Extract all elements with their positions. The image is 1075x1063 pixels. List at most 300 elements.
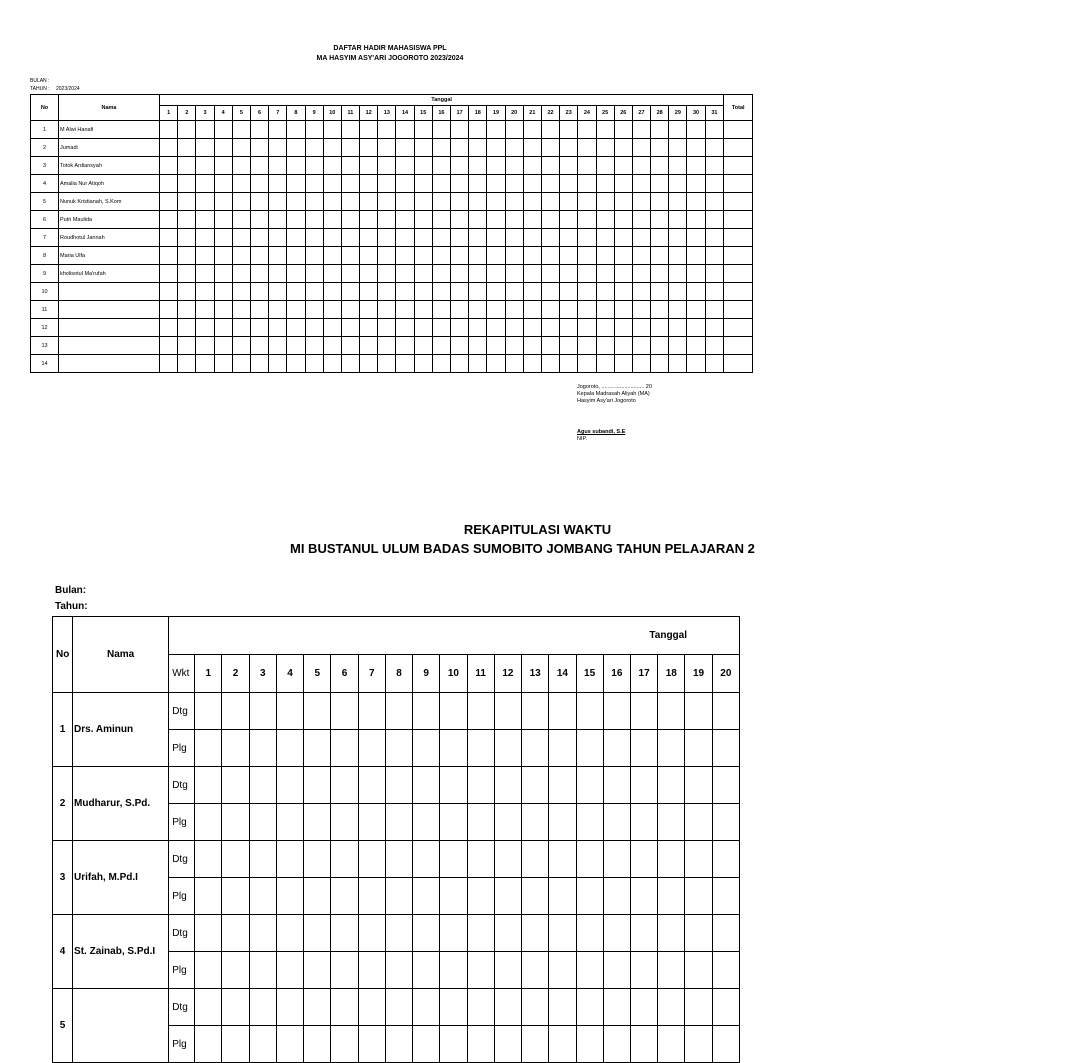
- attendance-cell: [632, 139, 650, 157]
- attendance-cell: [451, 283, 469, 301]
- attendance-cell: [541, 229, 559, 247]
- time-cell: [685, 767, 712, 804]
- time-cell: [658, 767, 685, 804]
- time-cell: [630, 915, 657, 952]
- attendance-cell: [360, 355, 378, 373]
- attendance-cell: [523, 301, 541, 319]
- attendance-cell: [305, 139, 323, 157]
- time-cell: [385, 952, 412, 989]
- attendance-cell: [505, 157, 523, 175]
- time-cell: [413, 841, 440, 878]
- attendance-cell: [541, 301, 559, 319]
- attendance-cell: [360, 229, 378, 247]
- attendance-cell: [414, 139, 432, 157]
- attendance-cell: [523, 229, 541, 247]
- recap-day-header: 15: [576, 655, 603, 693]
- time-cell: [630, 804, 657, 841]
- attendance-cell: [487, 355, 505, 373]
- attendance-cell: [341, 175, 359, 193]
- attendance-cell: [323, 265, 341, 283]
- row-number: 6: [31, 211, 59, 229]
- attendance-cell: [214, 121, 232, 139]
- signature-block: [577, 384, 652, 443]
- attendance-cell: [232, 247, 250, 265]
- time-cell: [331, 952, 358, 989]
- attendance-cell: [396, 157, 414, 175]
- attendance-cell: [160, 247, 178, 265]
- time-cell: [467, 1026, 494, 1063]
- time-cell: [658, 878, 685, 915]
- attendance-cell: [250, 229, 268, 247]
- time-cell: [385, 767, 412, 804]
- attendance-cell: [541, 337, 559, 355]
- attendance-cell: [451, 319, 469, 337]
- time-cell: [522, 989, 549, 1026]
- time-cell: [630, 989, 657, 1026]
- attendance-cell: [396, 355, 414, 373]
- attendance-cell: [305, 301, 323, 319]
- student-name: Putri Maulida: [59, 211, 160, 229]
- day-header: 27: [632, 106, 650, 121]
- attendance-cell: [632, 157, 650, 175]
- attendance-cell: [323, 229, 341, 247]
- attendance-cell: [196, 247, 214, 265]
- attendance-cell: [487, 229, 505, 247]
- attendance-cell: [523, 265, 541, 283]
- time-cell: [222, 989, 249, 1026]
- attendance-cell: [451, 211, 469, 229]
- attendance-cell: [469, 355, 487, 373]
- time-cell: [195, 878, 222, 915]
- time-cell: [549, 1026, 576, 1063]
- row-number: 3: [31, 157, 59, 175]
- time-cell: [222, 730, 249, 767]
- attendance-cell: [687, 157, 705, 175]
- attendance-cell: [541, 211, 559, 229]
- time-cell: [358, 767, 385, 804]
- attendance-cell: [469, 157, 487, 175]
- attendance-cell: [487, 157, 505, 175]
- attendance-cell: [214, 193, 232, 211]
- attendance-cell: [669, 211, 687, 229]
- attendance-cell: [196, 337, 214, 355]
- leave-label: Plg: [169, 730, 195, 767]
- attendance-cell: [160, 175, 178, 193]
- attendance-cell: [705, 229, 724, 247]
- student-name: [59, 301, 160, 319]
- attendance-cell: [705, 175, 724, 193]
- time-cell: [712, 841, 739, 878]
- attendance-cell: [287, 265, 305, 283]
- time-cell: [685, 804, 712, 841]
- time-cell: [304, 841, 331, 878]
- recap-meta: [55, 583, 88, 615]
- time-cell: [712, 878, 739, 915]
- attendance-cell: [232, 301, 250, 319]
- attendance-cell: [378, 157, 396, 175]
- time-cell: [549, 915, 576, 952]
- attendance-cell: [451, 139, 469, 157]
- time-cell: [276, 767, 303, 804]
- attendance-cell: [360, 247, 378, 265]
- attendance-cell: [487, 301, 505, 319]
- attendance-cell: [651, 157, 669, 175]
- attendance-cell: [305, 121, 323, 139]
- time-cell: [304, 952, 331, 989]
- time-cell: [658, 841, 685, 878]
- attendance-cell: [250, 247, 268, 265]
- time-cell: [222, 1026, 249, 1063]
- attendance-cell: [323, 355, 341, 373]
- attendance-cell: [614, 337, 632, 355]
- attendance-cell: [396, 175, 414, 193]
- attendance-cell: [287, 355, 305, 373]
- attendance-cell: [250, 283, 268, 301]
- attendance-cell: [614, 283, 632, 301]
- recap-subtitle: MI BUSTANUL ULUM BADAS SUMOBITO JOMBANG TAHUN PELAJARAN 2: [290, 541, 755, 556]
- attendance-cell: [705, 247, 724, 265]
- time-cell: [331, 730, 358, 767]
- time-cell: [440, 693, 467, 730]
- attendance-cell: [287, 229, 305, 247]
- attendance-cell: [596, 283, 614, 301]
- day-header: 6: [250, 106, 268, 121]
- attendance-cell: [178, 283, 196, 301]
- attendance-cell: [469, 193, 487, 211]
- time-cell: [658, 804, 685, 841]
- total-cell: [724, 193, 753, 211]
- time-cell: [549, 693, 576, 730]
- attendance-cell: [687, 211, 705, 229]
- attendance-cell: [596, 193, 614, 211]
- time-cell: [494, 767, 521, 804]
- attendance-cell: [360, 157, 378, 175]
- leave-label: Plg: [169, 804, 195, 841]
- attendance-cell: [469, 139, 487, 157]
- attendance-cell: [214, 301, 232, 319]
- student-name: [59, 355, 160, 373]
- time-cell: [685, 989, 712, 1026]
- time-cell: [685, 841, 712, 878]
- attendance-row: [31, 265, 753, 283]
- time-cell: [658, 952, 685, 989]
- total-cell: [724, 337, 753, 355]
- time-cell: [494, 730, 521, 767]
- time-cell: [304, 878, 331, 915]
- day-header: 29: [669, 106, 687, 121]
- header-nama: Nama: [59, 95, 160, 121]
- recap-day-header: 12: [494, 655, 521, 693]
- time-cell: [576, 878, 603, 915]
- attendance-cell: [451, 355, 469, 373]
- time-cell: [467, 730, 494, 767]
- attendance-cell: [505, 355, 523, 373]
- attendance-cell: [360, 283, 378, 301]
- time-cell: [712, 989, 739, 1026]
- attendance-cell: [523, 211, 541, 229]
- bulan-label: BULAN :: [30, 78, 50, 84]
- attendance-cell: [705, 301, 724, 319]
- attendance-cell: [287, 301, 305, 319]
- attendance-cell: [178, 265, 196, 283]
- attendance-cell: [323, 283, 341, 301]
- time-cell: [494, 952, 521, 989]
- day-header: 13: [378, 106, 396, 121]
- attendance-cell: [360, 337, 378, 355]
- attendance-cell: [269, 283, 287, 301]
- recap-day-header: 10: [440, 655, 467, 693]
- time-cell: [385, 804, 412, 841]
- attendance-cell: [378, 301, 396, 319]
- attendance-cell: [323, 193, 341, 211]
- attendance-cell: [651, 121, 669, 139]
- recap-day-header: 8: [385, 655, 412, 693]
- attendance-cell: [651, 265, 669, 283]
- attendance-cell: [214, 337, 232, 355]
- attendance-cell: [378, 319, 396, 337]
- day-header: 4: [214, 106, 232, 121]
- time-cell: [331, 878, 358, 915]
- signature-position-line2: Hasyim Asy'ari Jogoroto: [577, 398, 636, 404]
- attendance-row: [31, 355, 753, 373]
- attendance-cell: [414, 211, 432, 229]
- time-cell: [440, 1026, 467, 1063]
- attendance-cell: [305, 211, 323, 229]
- time-cell: [440, 952, 467, 989]
- attendance-cell: [414, 157, 432, 175]
- time-cell: [549, 730, 576, 767]
- attendance-cell: [523, 193, 541, 211]
- time-cell: [467, 952, 494, 989]
- time-cell: [276, 1026, 303, 1063]
- time-cell: [685, 730, 712, 767]
- time-cell: [276, 804, 303, 841]
- recap-day-header: 13: [522, 655, 549, 693]
- attendance-cell: [214, 175, 232, 193]
- attendance-cell: [651, 319, 669, 337]
- attendance-cell: [560, 211, 578, 229]
- time-cell: [413, 693, 440, 730]
- attendance-cell: [232, 355, 250, 373]
- attendance-cell: [541, 283, 559, 301]
- row-number: 13: [31, 337, 59, 355]
- time-cell: [630, 693, 657, 730]
- attendance-cell: [160, 139, 178, 157]
- attendance-cell: [341, 139, 359, 157]
- time-cell: [249, 915, 276, 952]
- signature-nip: NIP.: [577, 436, 587, 442]
- attendance-row: [31, 211, 753, 229]
- time-cell: [249, 767, 276, 804]
- attendance-cell: [232, 229, 250, 247]
- time-cell: [385, 989, 412, 1026]
- day-header: 17: [451, 106, 469, 121]
- attendance-cell: [305, 157, 323, 175]
- row-number: 12: [31, 319, 59, 337]
- total-cell: [724, 319, 753, 337]
- attendance-cell: [451, 193, 469, 211]
- time-cell: [331, 693, 358, 730]
- attendance-cell: [614, 301, 632, 319]
- attendance-cell: [396, 265, 414, 283]
- attendance-cell: [414, 193, 432, 211]
- attendance-cell: [596, 229, 614, 247]
- time-cell: [630, 730, 657, 767]
- attendance-cell: [232, 175, 250, 193]
- attendance-cell: [687, 355, 705, 373]
- attendance-cell: [541, 139, 559, 157]
- attendance-cell: [360, 319, 378, 337]
- attendance-cell: [432, 139, 450, 157]
- time-cell: [385, 693, 412, 730]
- attendance-cell: [669, 247, 687, 265]
- time-cell: [358, 730, 385, 767]
- attendance-cell: [250, 175, 268, 193]
- attendance-cell: [214, 229, 232, 247]
- day-header: 15: [414, 106, 432, 121]
- recap-day-header: 3: [249, 655, 276, 693]
- attendance-cell: [323, 301, 341, 319]
- recap-table: [52, 616, 740, 1063]
- attendance-cell: [705, 283, 724, 301]
- attendance-title-line1: DAFTAR HADIR MAHASISWA PPL: [333, 45, 447, 52]
- attendance-row: [31, 229, 753, 247]
- time-cell: [603, 915, 630, 952]
- attendance-cell: [341, 355, 359, 373]
- attendance-cell: [705, 121, 724, 139]
- teacher-name: [73, 989, 169, 1063]
- attendance-cell: [341, 265, 359, 283]
- attendance-cell: [432, 175, 450, 193]
- attendance-cell: [578, 247, 596, 265]
- attendance-cell: [523, 337, 541, 355]
- attendance-cell: [469, 247, 487, 265]
- attendance-cell: [214, 157, 232, 175]
- time-cell: [195, 841, 222, 878]
- time-cell: [712, 730, 739, 767]
- attendance-cell: [687, 283, 705, 301]
- attendance-cell: [687, 301, 705, 319]
- attendance-cell: [341, 211, 359, 229]
- attendance-cell: [487, 121, 505, 139]
- attendance-cell: [469, 283, 487, 301]
- header-no: No: [31, 95, 59, 121]
- recap-header-nama: Nama: [73, 617, 169, 693]
- recap-day-header: 11: [467, 655, 494, 693]
- student-name: Totok Ardiansyah: [59, 157, 160, 175]
- attendance-cell: [378, 283, 396, 301]
- recap-day-header: 17: [630, 655, 657, 693]
- time-cell: [440, 767, 467, 804]
- recap-table-wrapper: [52, 616, 732, 1050]
- attendance-cell: [341, 319, 359, 337]
- attendance-cell: [523, 157, 541, 175]
- attendance-cell: [578, 229, 596, 247]
- teacher-name: Mudharur, S.Pd.: [73, 767, 169, 841]
- attendance-row: [31, 337, 753, 355]
- attendance-cell: [341, 283, 359, 301]
- time-cell: [358, 878, 385, 915]
- time-cell: [712, 952, 739, 989]
- student-name: [59, 319, 160, 337]
- attendance-cell: [378, 175, 396, 193]
- attendance-cell: [414, 301, 432, 319]
- attendance-cell: [323, 337, 341, 355]
- recap-row-number: 1: [53, 693, 73, 767]
- student-name: Nunuk Kristianah, S.Kom: [59, 193, 160, 211]
- attendance-cell: [196, 355, 214, 373]
- attendance-cell: [196, 157, 214, 175]
- day-header: 18: [469, 106, 487, 121]
- time-cell: [440, 841, 467, 878]
- attendance-cell: [396, 247, 414, 265]
- time-cell: [576, 989, 603, 1026]
- attendance-cell: [232, 211, 250, 229]
- recap-header-tanggal: Tanggal: [169, 617, 740, 655]
- attendance-cell: [214, 211, 232, 229]
- attendance-cell: [341, 337, 359, 355]
- time-cell: [549, 952, 576, 989]
- attendance-cell: [250, 157, 268, 175]
- time-cell: [603, 1026, 630, 1063]
- attendance-cell: [323, 211, 341, 229]
- attendance-cell: [305, 193, 323, 211]
- day-header: 30: [687, 106, 705, 121]
- attendance-cell: [432, 229, 450, 247]
- attendance-cell: [632, 355, 650, 373]
- attendance-cell: [378, 211, 396, 229]
- attendance-header-row: [31, 95, 753, 106]
- attendance-cell: [469, 337, 487, 355]
- attendance-row: [31, 121, 753, 139]
- time-cell: [603, 804, 630, 841]
- attendance-cell: [341, 121, 359, 139]
- attendance-cell: [160, 121, 178, 139]
- time-cell: [249, 878, 276, 915]
- attendance-cell: [214, 355, 232, 373]
- attendance-cell: [596, 337, 614, 355]
- time-cell: [630, 1026, 657, 1063]
- total-cell: [724, 247, 753, 265]
- row-number: 4: [31, 175, 59, 193]
- signature-position-line1: Kepala Madrasah Aliyah (MA): [577, 391, 650, 397]
- attendance-cell: [160, 265, 178, 283]
- attendance-cell: [396, 229, 414, 247]
- attendance-cell: [541, 193, 559, 211]
- attendance-cell: [396, 337, 414, 355]
- attendance-cell: [523, 175, 541, 193]
- day-header: 14: [396, 106, 414, 121]
- attendance-cell: [669, 283, 687, 301]
- day-header: 31: [705, 106, 724, 121]
- attendance-cell: [560, 175, 578, 193]
- time-cell: [304, 915, 331, 952]
- attendance-cell: [160, 211, 178, 229]
- attendance-cell: [505, 283, 523, 301]
- recap-header-wkt: Wkt: [169, 655, 195, 693]
- arrive-label: Dtg: [169, 693, 195, 730]
- attendance-cell: [432, 301, 450, 319]
- attendance-cell: [614, 319, 632, 337]
- time-cell: [385, 915, 412, 952]
- attendance-cell: [341, 247, 359, 265]
- time-cell: [630, 952, 657, 989]
- attendance-cell: [323, 175, 341, 193]
- attendance-cell: [178, 319, 196, 337]
- day-header: 8: [287, 106, 305, 121]
- attendance-cell: [250, 139, 268, 157]
- attendance-cell: [414, 175, 432, 193]
